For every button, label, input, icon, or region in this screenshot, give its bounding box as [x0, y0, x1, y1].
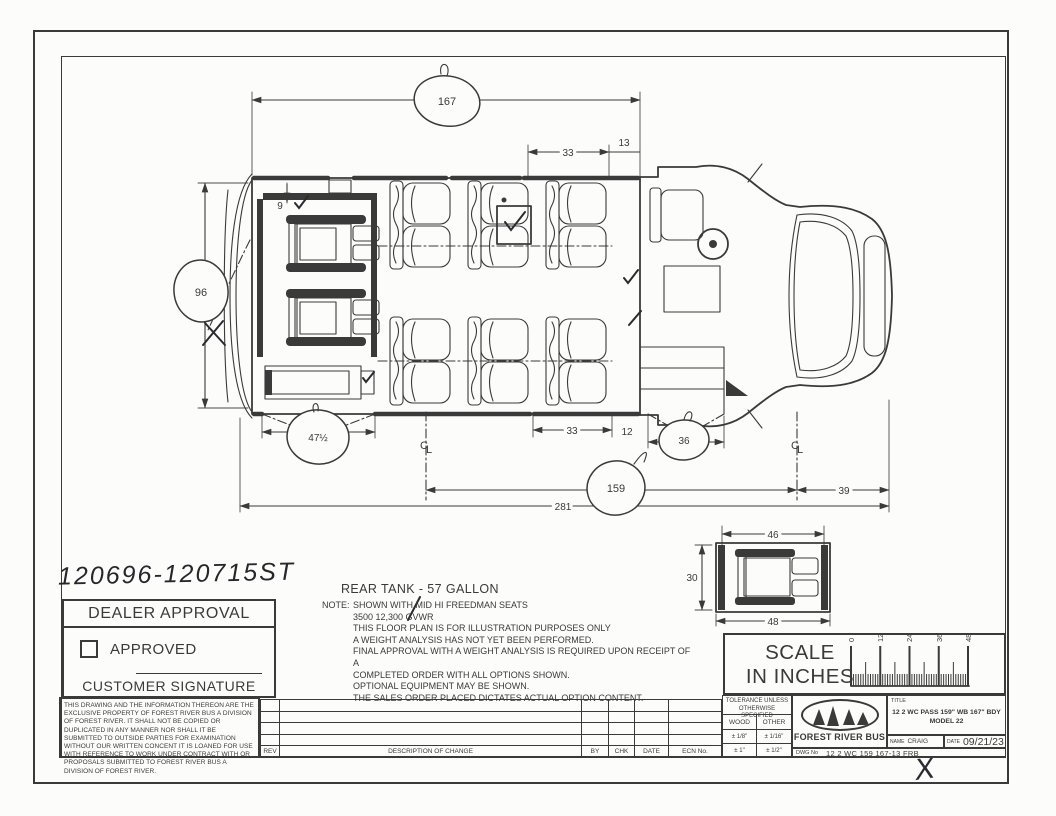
- revision-row: [261, 722, 721, 734]
- note-label: NOTE:: [322, 600, 350, 610]
- passenger-seat: [546, 181, 606, 269]
- dim-rear-inset: 9: [277, 201, 283, 212]
- tolerance-title: TOLERANCE UNLESS OTHERWISE SPECIFIED: [723, 696, 791, 715]
- passenger-seat: [390, 181, 450, 269]
- handwritten-job-numbers: 120696-120715ST: [57, 557, 296, 591]
- drafter-name-cell: NAME CRAIG: [887, 735, 944, 748]
- note-line: THE SALES ORDER PLACED DICTATES ACTUAL OPTION CONTENT.: [353, 692, 644, 703]
- tolerance-value: ± 1/16": [757, 730, 791, 744]
- tolerance-block: [722, 695, 792, 758]
- dim-body-width: 96: [194, 287, 208, 299]
- revision-header: REV: [263, 748, 277, 756]
- rear-tank-note: REAR TANK - 57 GALLON: [341, 582, 499, 596]
- dwg-number-row: [792, 748, 1006, 758]
- dwg-number-label: DWG No: [796, 750, 818, 756]
- company-name: FOREST RIVER BUS: [793, 732, 886, 742]
- passenger-seats: [390, 181, 606, 405]
- scale-box: [723, 633, 1006, 695]
- revision-header: CHK: [608, 746, 634, 757]
- driver-area: [640, 188, 748, 436]
- note-line: FINAL APPROVAL WITH A WEIGHT ANALYSIS IS REQUIRED UPON RECEIPT OF A: [353, 646, 691, 668]
- revision-header-row: [261, 745, 721, 757]
- svg-text:L: L: [796, 444, 804, 456]
- approved-checkbox[interactable]: [80, 640, 98, 658]
- wheelchair-area: [257, 193, 379, 436]
- revision-header: DATE: [634, 746, 668, 757]
- legal-notice: THIS DRAWING AND THE INFORMATION THEREON ARE THE EXCLUSIVE PROPERTY OF FOREST RIVER BUS A DIVISION OF FOREST RIVER. IT SHALL NOT BE COPIED OR DUPLICATED IN ANY MANNER NOR SHALL IT BE SUBMITTED TO OUTSIDE PARTIES FOR EXAMINATION WITHOUT OUR WRITTEN CONCENT IT IS LOANED FOR USE WITH REFERENCE TO WORK UNDER CONTRACT WITH OR PROPOSALS SUBMITTED TO FOREST RIVER BUS A DIVISION OF FOREST RIVER.: [59, 697, 260, 758]
- revision-header: DESCRIPTION OF CHANGE: [279, 746, 581, 757]
- dim-body-length: 167: [437, 96, 457, 108]
- svg-text:12: 12: [876, 633, 885, 642]
- drawing-date: 09/21/23: [962, 735, 1004, 748]
- dim-front-section: 39: [838, 486, 850, 497]
- tolerance-value: ± 1": [723, 744, 757, 757]
- svg-text:0: 0: [847, 637, 856, 642]
- detail-dim-width-bottom: 48: [767, 617, 779, 628]
- notes-list: [353, 600, 693, 704]
- dim-seat-spacing: 33: [566, 426, 578, 437]
- drafter-name: CRAIG: [907, 738, 929, 745]
- dealer-approval-block: [62, 599, 276, 698]
- note-line: COMPLETED ORDER WITH ALL OPTIONS SHOWN.: [353, 669, 570, 680]
- detail-dim-width-top: 46: [767, 530, 779, 541]
- note-line: OPTIONAL EQUIPMENT MAY BE SHOWN.: [353, 681, 530, 692]
- note-line: SHOWN WITH MID HI FREEDMAN SEATS: [353, 600, 528, 610]
- svg-text:24: 24: [905, 633, 914, 642]
- title-label: TITLE: [891, 698, 906, 704]
- dim-overall-length: 281: [554, 502, 572, 513]
- scale-title: SCALE IN INCHES: [745, 641, 855, 688]
- dimension-lines: [170, 64, 889, 519]
- tolerance-value: ± 1/8": [723, 730, 757, 744]
- company-logo-box: [792, 695, 887, 748]
- hand-check-mark: [624, 270, 638, 283]
- note-line: A WEIGHT ANALYSIS HAS NOT YET BEEN PERFORMED.: [353, 634, 594, 645]
- drawing-title-line2: MODEL 22: [929, 718, 964, 725]
- svg-text:48: 48: [964, 633, 973, 642]
- bus-body-outline: [208, 174, 640, 418]
- dealer-approval-title: DEALER APPROVAL: [64, 601, 274, 628]
- wheelchair-position: [286, 215, 379, 272]
- windshield-front: [864, 236, 885, 356]
- wheelchair-lift: [265, 366, 374, 399]
- centerline-symbol: [791, 440, 803, 456]
- customer-signature-label: CUSTOMER SIGNATURE: [82, 678, 256, 694]
- customer-signature-line: [136, 673, 262, 674]
- wheelchair-position: [286, 289, 379, 346]
- svg-text:L: L: [425, 444, 433, 456]
- wheelchair-detail: [686, 526, 830, 628]
- name-date-row: [887, 735, 1006, 748]
- svg-text:36: 36: [935, 633, 944, 642]
- drawing-title-box: [887, 695, 1006, 735]
- revision-row: [261, 700, 721, 711]
- hand-check-mark: [363, 372, 374, 382]
- cab-front: [640, 164, 892, 428]
- drawing-title-line1: 12 2 WC PASS 159" WB 167" BDY: [892, 709, 1001, 716]
- hand-x-mark-bottom: X: [912, 751, 937, 787]
- forest-river-logo-icon: [801, 699, 879, 731]
- revision-row: [261, 711, 721, 723]
- tolerance-col-wood: WOOD: [723, 715, 757, 730]
- note-line: 3500 12,300 GVWR: [353, 611, 434, 622]
- passenger-seat: [468, 181, 528, 269]
- dwg-number-value: 12 2 WC 159 167-13 FRB: [826, 748, 919, 758]
- svg-text:C: C: [791, 440, 799, 452]
- dim-front-window-gap: 13: [618, 138, 630, 149]
- dim-door-gap: 12: [621, 427, 633, 438]
- dim-window-spacing: 33: [562, 148, 574, 159]
- note-line: THIS FLOOR PLAN IS FOR ILLUSTRATION PURPOSES ONLY: [353, 623, 611, 634]
- revision-header: ECN No.: [668, 746, 721, 757]
- dim-lift-door-width: 47½: [308, 433, 328, 444]
- centerline-symbol: [420, 440, 432, 456]
- tolerance-value: ± 1/2": [766, 747, 782, 754]
- approved-label: APPROVED: [110, 640, 197, 658]
- mirror-arms: [748, 164, 762, 428]
- hand-x-mark: [203, 321, 225, 345]
- svg-text:C: C: [420, 440, 428, 452]
- dim-entry-door-width: 36: [678, 436, 690, 447]
- detail-dim-depth: 30: [686, 573, 698, 584]
- roof-hatch: [329, 180, 351, 193]
- drawing-date-cell: DATE 09/21/23: [944, 735, 1006, 748]
- revision-table: [260, 699, 722, 758]
- tolerance-col-other: OTHER: [757, 715, 791, 730]
- dim-wheelbase: 159: [606, 483, 626, 495]
- revision-header: BY: [581, 746, 608, 757]
- revision-row: [261, 734, 721, 746]
